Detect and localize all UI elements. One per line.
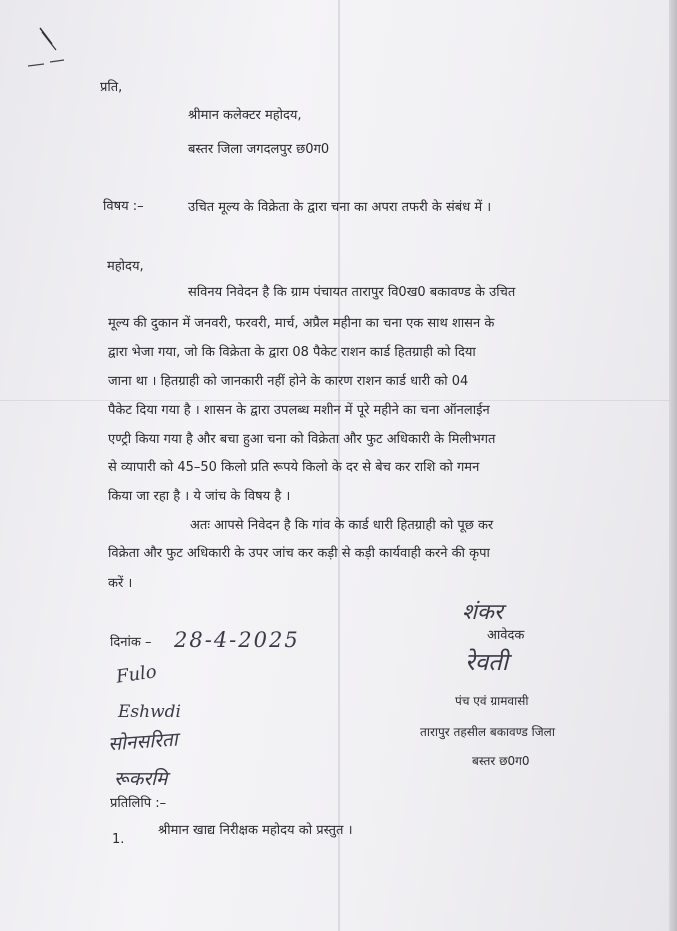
witness-signature-3: सोनसरिता (107, 728, 179, 756)
body-line-2: मूल्य की दुकान में जनवरी, फरवरी, मार्च, अप्रैल महीना का चना एक साथ शासन के (108, 316, 495, 331)
copy-item-text: श्रीमान खाद्य निरीक्षक महोदय को प्रस्तुत । (158, 823, 353, 838)
body-line-1: सविनय निवेदन है कि ग्राम पंचायत तारापुर वि0ख0 बकावण्ड के उचित (188, 285, 516, 300)
paper-edge (669, 0, 677, 931)
recipient-line-1: श्रीमान कलेक्टर महोदय, (188, 108, 302, 123)
applicant-address-line-1: तारापुर तहसील बकावण्ड जिला (420, 725, 555, 739)
applicant-signature: शंकर (462, 600, 503, 625)
body-line-8: किया जा रहा है । ये जांच के विषय है । (108, 489, 291, 504)
witness-signature-2: Eshwdi (118, 702, 181, 722)
date-handwritten: 28-4-2025 (174, 628, 300, 652)
body-line-3: द्वारा भेजा गया, जो कि विक्रेता के द्वारा 08 पैकेट राशन कार्ड हितग्राही को दिया (108, 345, 476, 360)
to-label: प्रति, (100, 80, 123, 95)
request-line-1: अतः आपसे निवेदन है कि गांव के कार्ड धारी हितग्राही को पूछ कर (190, 518, 494, 533)
pen-scratch-mark (22, 22, 72, 72)
copy-item-number: 1. (112, 832, 125, 847)
body-line-4: जाना था । हितग्राही को जानकारी नहीं होने के कारण राशन कार्ड धारी को 04 (108, 374, 469, 389)
recipient-line-2: बस्तर जिला जगदलपुर छ0ग0 (188, 142, 330, 157)
salutation: महोदय, (107, 259, 144, 274)
applicant-label: आवेदक (487, 628, 525, 643)
applicant-title: पंच एवं ग्रामवासी (455, 694, 529, 708)
request-line-3: करें । (108, 576, 133, 591)
witness-signature-4: रूकरमि (114, 768, 168, 790)
date-label: दिनांक – (110, 635, 152, 650)
applicant-address-line-2: बस्तर छ0ग0 (472, 754, 530, 768)
witness-signature-1: Fulo (114, 661, 158, 688)
subject-label: विषय :– (103, 199, 144, 214)
body-line-7: से व्यापारी को 45–50 किलो प्रति रूपये किलो के दर से बेच कर राशि को गमन (108, 460, 480, 475)
applicant-name-handwritten: रेवती (465, 648, 509, 676)
request-line-2: विक्रेता और फुट अधिकारी के उपर जांच कर कड़ी से कड़ी कार्यवाही करने की कृपा (108, 546, 490, 561)
subject-text: उचित मूल्य के विक्रेता के द्वारा चना का अपरा तफरी के संबंध में । (188, 200, 492, 215)
paper-fold-horizontal (0, 400, 677, 401)
copy-label: प्रतिलिपि :– (110, 796, 167, 811)
body-line-5: पैकेट दिया गया है । शासन के द्वारा उपलब्ध मशीन में पूरे महीने का चना ऑनलाईन (108, 403, 490, 418)
body-line-6: एण्ट्री किया गया है और बचा हुआ चना को विक्रेता और फुट अधिकारी के मिलीभगत (108, 432, 496, 447)
